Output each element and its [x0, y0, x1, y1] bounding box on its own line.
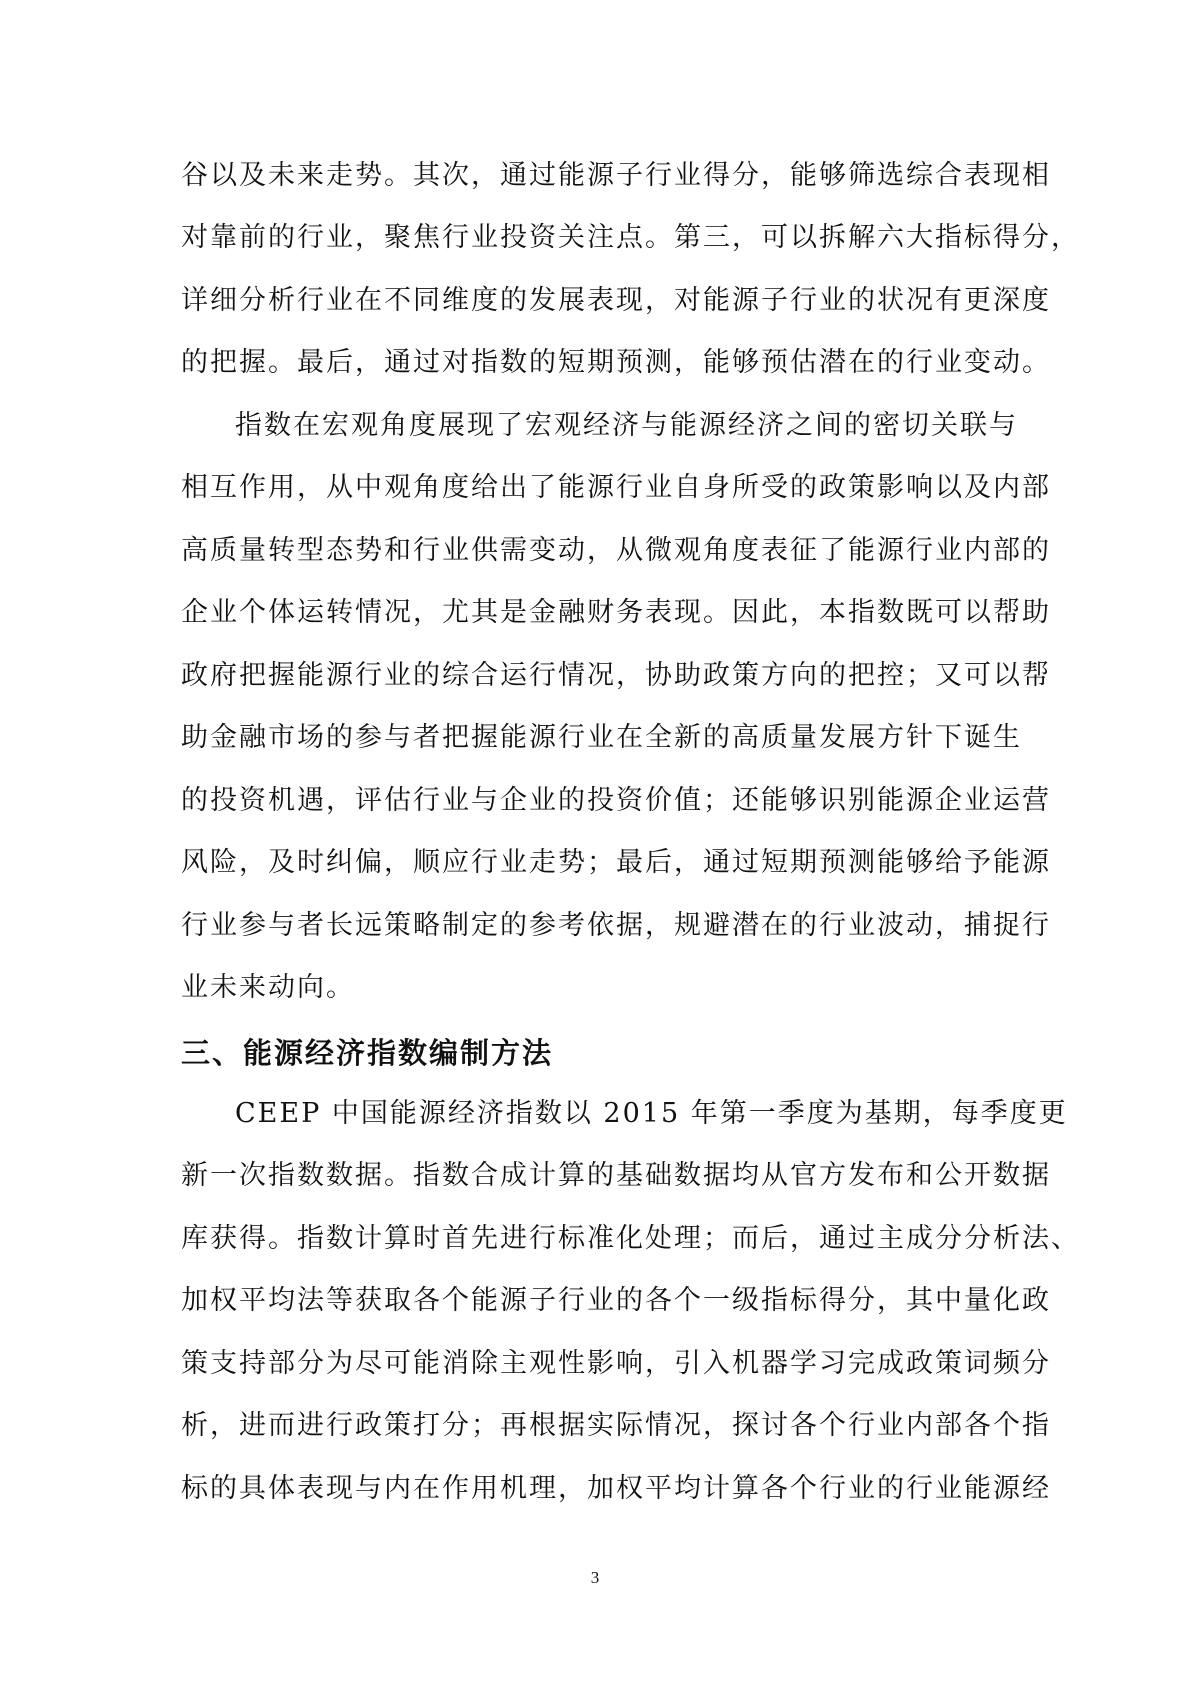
- paragraph-2-line-10: 业未来动向。: [181, 972, 355, 1003]
- paragraph-2-line-2: 相互作用，从中观角度给出了能源行业自身所受的政策影响以及内部: [181, 472, 1051, 503]
- section-3-line-1: CEEP 中国能源经济指数以 2015 年第一季度为基期，每季度更: [235, 1098, 1068, 1129]
- paragraph-1-line-1: 谷以及未来走势。其次，通过能源子行业得分，能够筛选综合表现相: [181, 160, 1051, 191]
- paragraph-1-line-4: 的把握。最后，通过对指数的短期预测，能够预估潜在的行业变动。: [181, 347, 1051, 378]
- section-3-line-2: 新一次指数数据。指数合成计算的基础数据均从官方发布和公开数据: [181, 1160, 1051, 1191]
- section-heading: 三、能源经济指数编制方法: [181, 1036, 554, 1070]
- page-number: 3: [590, 1568, 600, 1587]
- paragraph-2-line-3: 高质量转型态势和行业供需变动，从微观角度表征了能源行业内部的: [181, 535, 1051, 566]
- paragraph-2-line-4: 企业个体运转情况，尤其是金融财务表现。因此，本指数既可以帮助: [181, 597, 1051, 628]
- paragraph-2-line-1: 指数在宏观角度展现了宏观经济与能源经济之间的密切关联与: [235, 410, 1018, 441]
- paragraph-2-line-6: 助金融市场的参与者把握能源行业在全新的高质量发展方针下诞生: [181, 722, 1022, 753]
- paragraph-2-line-5: 政府把握能源行业的综合运行情况，协助政策方向的把控；又可以帮: [181, 660, 1051, 691]
- paragraph-1-line-3: 详细分析行业在不同维度的发展表现，对能源子行业的状况有更深度: [181, 285, 1051, 316]
- section-3-line-5: 策支持部分为尽可能消除主观性影响，引入机器学习完成政策词频分: [181, 1348, 1051, 1379]
- section-3-line-3: 库获得。指数计算时首先进行标准化处理；而后，通过主成分分析法、: [181, 1223, 1080, 1254]
- section-3-line-6: 析，进而进行政策打分；再根据实际情况，探讨各个行业内部各个指: [181, 1410, 1051, 1441]
- paragraph-2-line-7: 的投资机遇，评估行业与企业的投资价值；还能够识别能源企业运营: [181, 785, 1051, 816]
- paragraph-2-line-9: 行业参与者长远策略制定的参考依据，规避潜在的行业波动，捕捉行: [181, 910, 1051, 941]
- section-3-line-4: 加权平均法等获取各个能源子行业的各个一级指标得分，其中量化政: [181, 1285, 1051, 1316]
- paragraph-1-line-2: 对靠前的行业，聚焦行业投资关注点。第三，可以拆解六大指标得分，: [181, 222, 1080, 253]
- section-3-line-7: 标的具体表现与内在作用机理，加权平均计算各个行业的行业能源经: [181, 1473, 1051, 1504]
- paragraph-2-line-8: 风险，及时纠偏，顺应行业走势；最后，通过短期预测能够给予能源: [181, 847, 1051, 878]
